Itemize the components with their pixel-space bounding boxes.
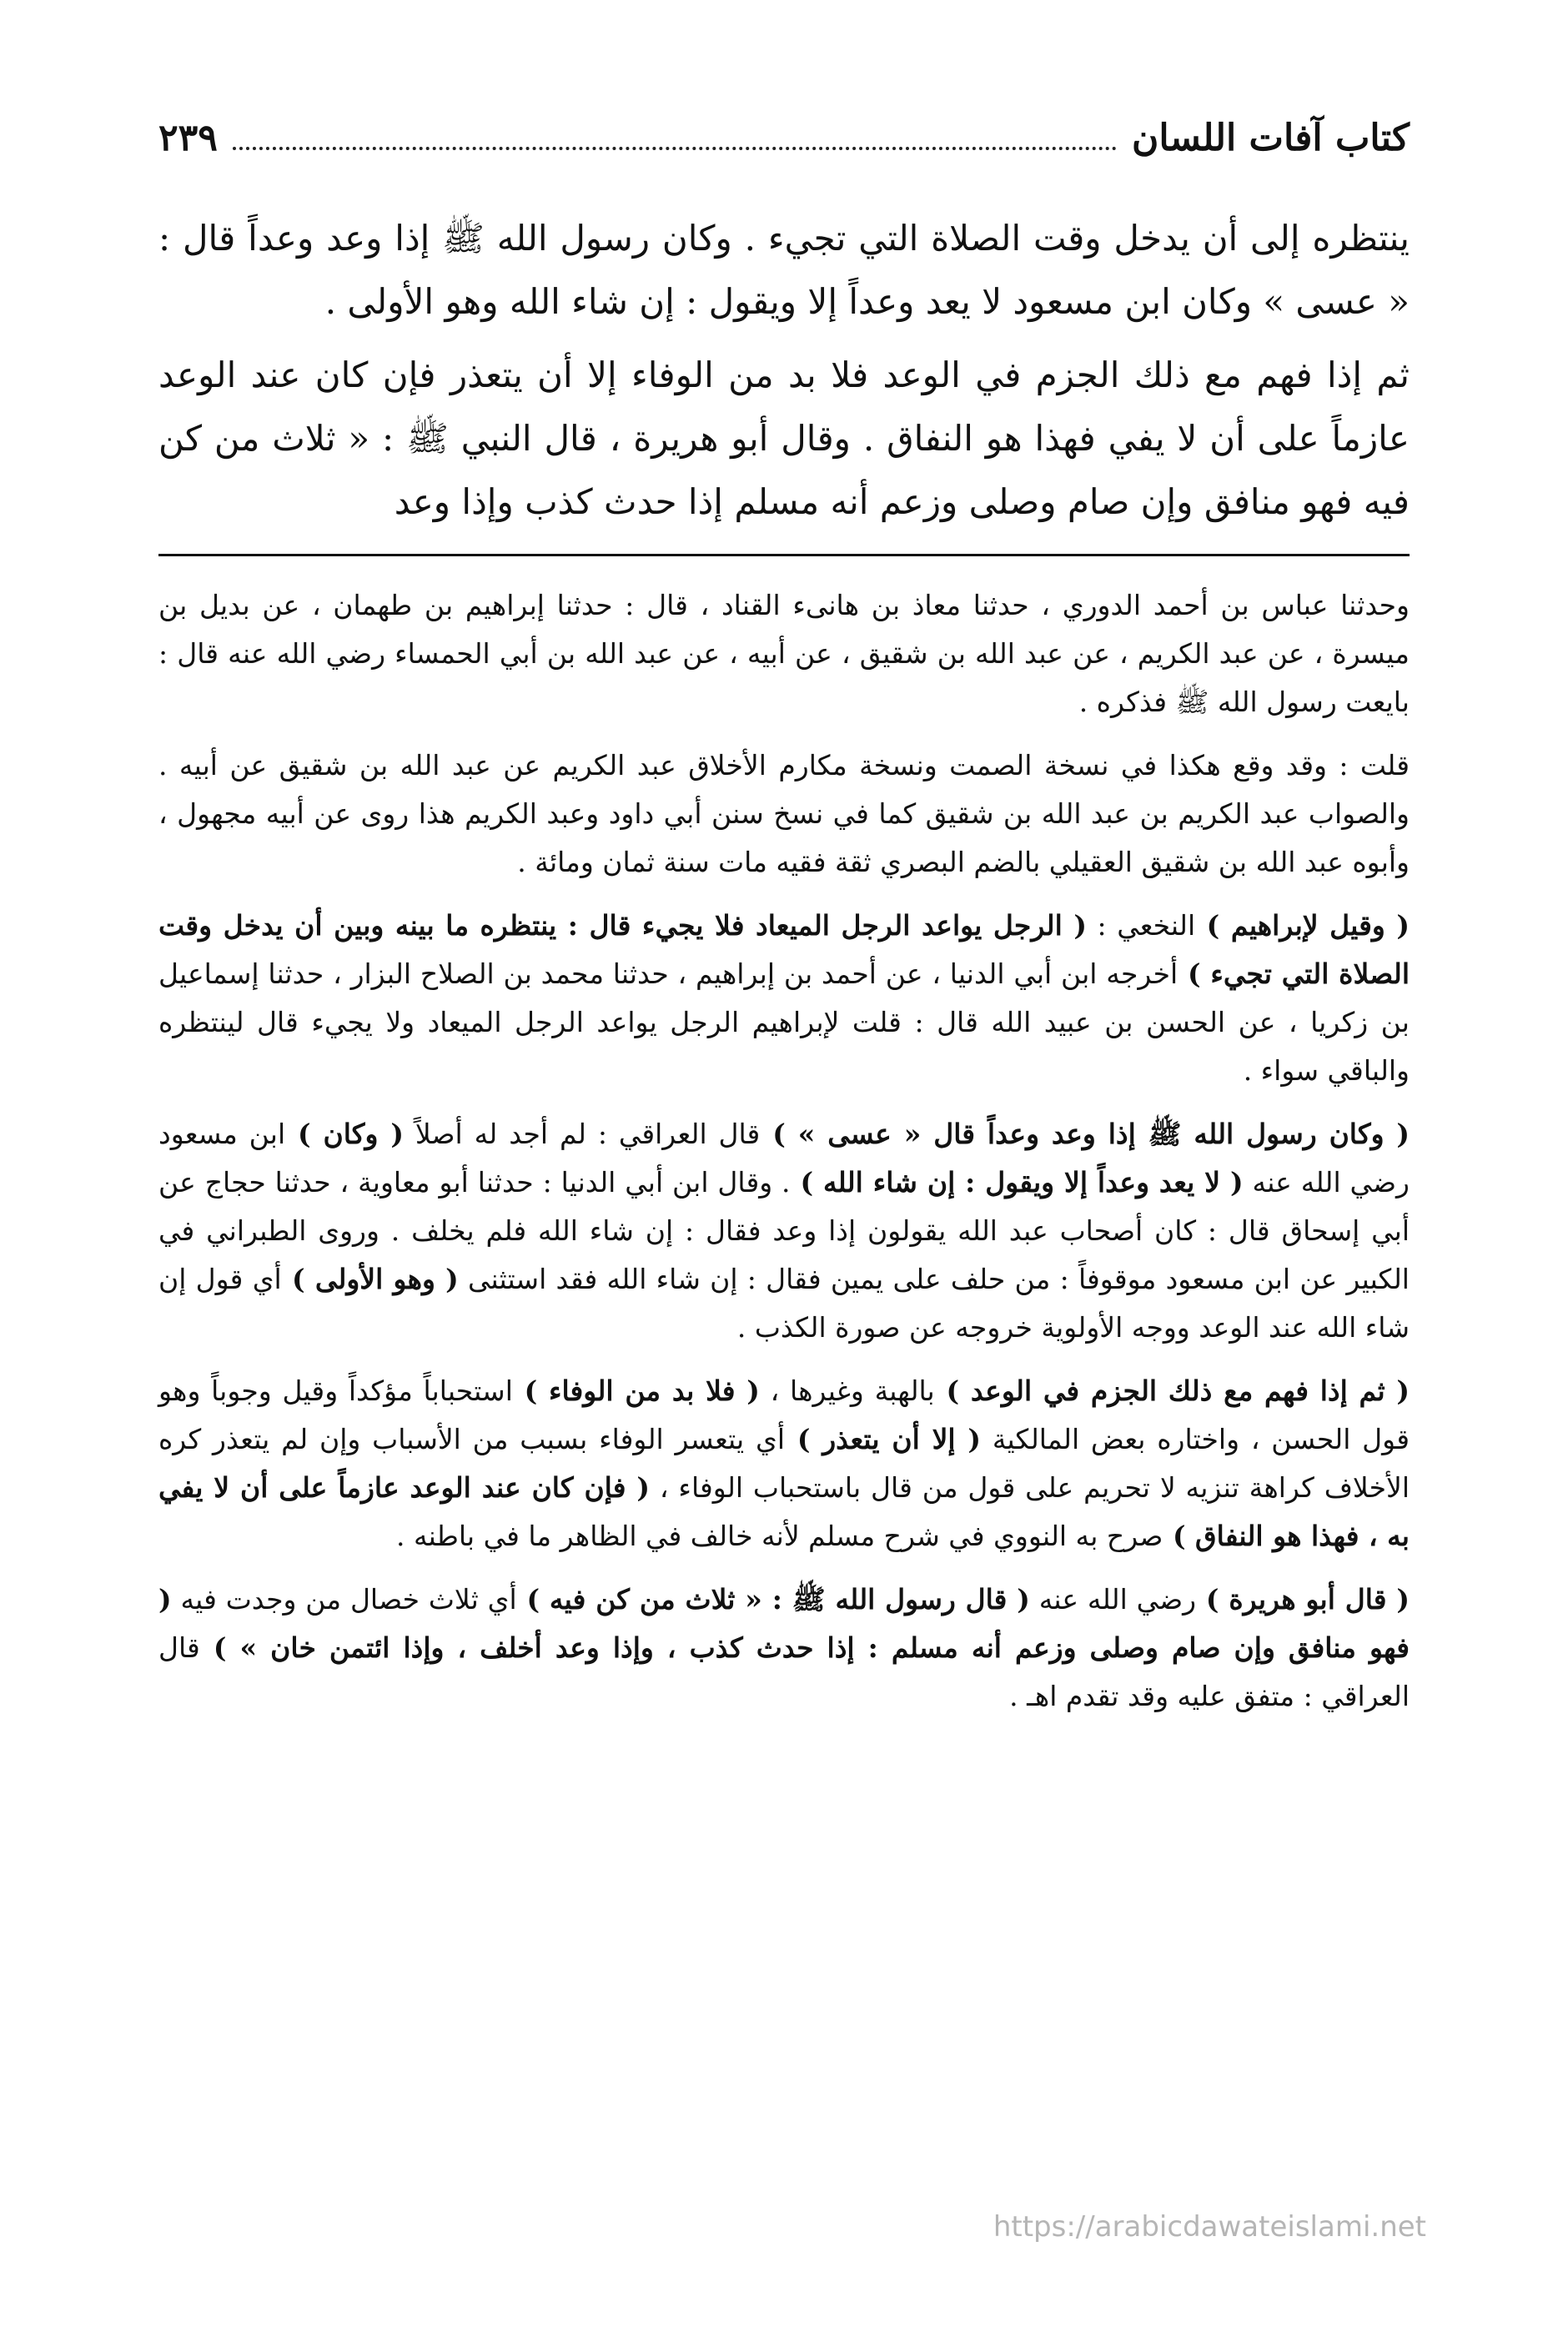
commentary-text-segment: قال العراقي : لم أجد له أصلاً: [403, 1118, 761, 1150]
book-page: [158, 117, 1410, 1736]
commentary-text-segment: ابن مسعود رضي الله عنه: [158, 1118, 1410, 1199]
main-paragraph: ثم إذا فهم مع ذلك الجزم في الوعد فلا بد من الوفاء إلا أن يتعذر فإن كان عند الوعد عازماً على أن لا يفي فهذا هو النفاق . وقال أبو هريرة ، قال النبي ﷺ : « ثلاث من كن فيه فهو منافق وإن صام وصلى وزعم أنه مسلم إذا حدث كذب وإذا وعد: [158, 354, 1410, 522]
quoted-text-segment: ( قال رسول الله ﷺ : « ثلاث من كن فيه ): [516, 1583, 1030, 1616]
page-header: [158, 117, 1410, 175]
quoted-text-segment: ( قال أبو هريرة ): [1196, 1583, 1410, 1616]
commentary-text-segment: أي يتعسر الوفاء بسبب من الأسباب وإن لم يتعذر كره الأخلاف كراهة تنزيه لا تحريم على قول من قال باستحباب الوفاء ،: [158, 1423, 1410, 1504]
quoted-text-segment: ( لا يعد وعداً إلا ويقول : إن شاء الله ): [790, 1166, 1244, 1199]
commentary-text-segment: وحدثنا عباس بن أحمد الدوري ، حدثنا معاذ بن هانىء القناد ، قال : حدثنا إبراهيم بن طهمان ، عن بديل بن ميسرة ، عن عبد الكريم ، عن عبد الله بن شقيق ، عن أبيه ، عن عبد الله بن أبي الحمساء رضي الله عنه قال : بايعت رسول الله ﷺ فذكره .: [158, 589, 1410, 718]
quoted-text-segment: ( ثم إذا فهم مع ذلك الجزم في الوعد ): [934, 1375, 1410, 1407]
commentary-text-segment: قال العراقي : متفق عليه وقد تقدم اهـ .: [158, 1631, 1410, 1712]
commentary-text-segment: رضي الله عنه: [1029, 1583, 1197, 1616]
quoted-text-segment: ( وكان ): [285, 1118, 404, 1150]
commentary-text-segment: . وقال ابن أبي الدنيا : حدثنا أبو معاوية ، حدثنا حجاج عن أبي إسحاق قال : كان أصحاب عبد الله يقولون إذا وعد فقال : إن شاء الله فلم يخلف . وروى الطبراني في الكبير عن ابن مسعود موقوفاً : من حلف على يمين فقال : إن شاء الله فقد استثنى: [158, 1166, 1410, 1295]
quoted-text-segment: ( الرجل يواعد الرجل الميعاد فلا يجيء قال : ينتظره ما بينه وبين أن يدخل وقت الصلاة التي تجيء ): [158, 909, 1410, 990]
quoted-text-segment: ( فإن كان عند الوعد عازماً على أن لا يفي به ، فهذا هو النفاق ): [158, 1471, 1410, 1552]
dotted-leader: [233, 123, 1117, 150]
commentary-paragraph: [158, 1367, 1410, 1561]
commentary-text-segment: صرح به النووي في شرح مسلم لأنه خالف في الظاهر ما في باطنه .: [395, 1520, 1163, 1552]
commentary-text-segment: أي ثلاث خصال من وجدت فيه: [171, 1583, 517, 1616]
main-paragraph: ينتظره إلى أن يدخل وقت الصلاة التي تجيء . وكان رسول الله ﷺ إذا وعد وعداً قال : « عسى » وكان ابن مسعود لا يعد وعداً إلا ويقول : إن شاء الله وهو الأولى .: [158, 218, 1410, 322]
commentary-text-segment: النخعي :: [1086, 909, 1196, 942]
commentary-text-segment: استحباباً مؤكداً وقيل وجوباً وهو قول الحسن ، واختاره بعض المالكية: [158, 1375, 1410, 1455]
commentary-section: [158, 581, 1410, 1721]
quoted-text-segment: ( فهو منافق وإن صام وصلى وزعم أنه مسلم : إذا حدث كذب ، وإذا وعد أخلف ، وإذا ائتمن خان » ): [158, 1583, 1410, 1664]
commentary-text-segment: أخرجه ابن أبي الدنيا ، عن أحمد بن إبراهيم ، حدثنا محمد بن الصلاح البزار ، حدثنا إسماعيل بن زكريا ، عن الحسن بن عبيد الله قال : قلت لإبراهيم الرجل يواعد الرجل الميعاد ولا يجيء قال لينتظره والباقي سواء .: [158, 957, 1410, 1087]
commentary-text-segment: قلت : وقد وقع هكذا في نسخة الصمت ونسخة مكارم الأخلاق عبد الكريم عن عبد الله بن شقيق عن أبيه . والصواب عبد الكريم بن عبد الله بن شقيق كما في نسخ سنن أبي داود وعبد الكريم هذا روى عن أبيه مجهول ، وأبوه عبد الله بن شقيق العقيلي بالضم البصري ثقة فقيه مات سنة ثمان ومائة .: [158, 749, 1410, 878]
commentary-paragraph: [158, 1110, 1410, 1352]
footnote-separator: [158, 554, 1410, 556]
commentary-paragraph: [158, 1576, 1410, 1721]
quoted-text-segment: ( فلا بد من الوفاء ): [512, 1375, 760, 1407]
quoted-text-segment: ( إلا أن يتعذر ): [785, 1423, 982, 1455]
page-number: ٢٣٩: [158, 117, 218, 159]
commentary-text-segment: بالهبة وغيرها ،: [759, 1375, 935, 1407]
quoted-text-segment: ( وهو الأولى ): [281, 1263, 459, 1295]
main-text: [158, 207, 1410, 534]
quoted-text-segment: ( وكان رسول الله ﷺ إذا وعد وعداً قال « عسى » ): [760, 1118, 1410, 1150]
commentary-paragraph: [158, 741, 1410, 887]
commentary-text-segment: أي قول إن شاء الله عند الوعد ووجه الأولوية خروجه عن صورة الكذب .: [158, 1263, 1410, 1344]
commentary-paragraph: [158, 581, 1410, 726]
quoted-text-segment: ( وقيل لإبراهيم ): [1195, 909, 1410, 942]
running-title: كتاب آفات اللسان: [1132, 117, 1410, 159]
watermark-url: https://arabicdawateislami.net: [993, 2210, 1426, 2244]
commentary-paragraph: [158, 902, 1410, 1095]
